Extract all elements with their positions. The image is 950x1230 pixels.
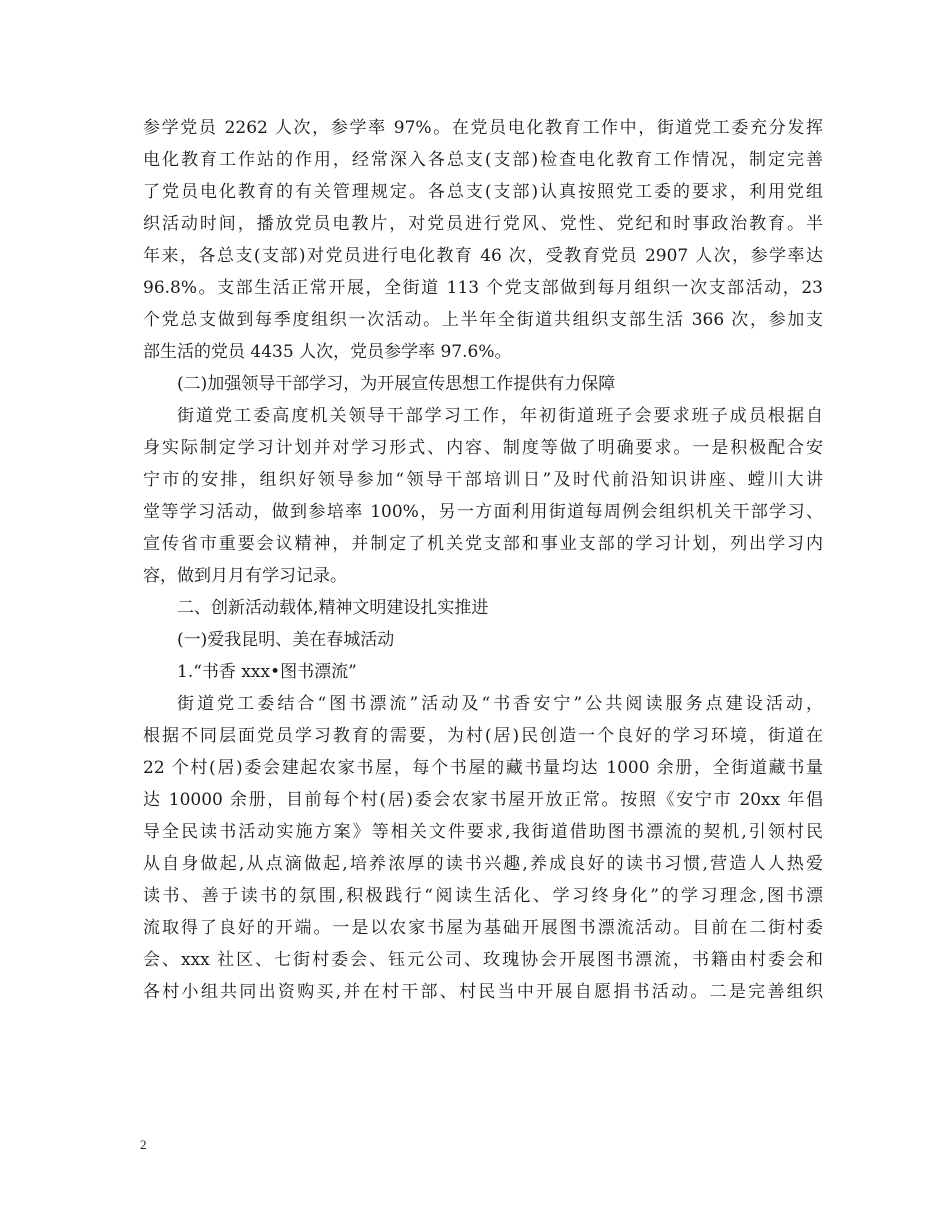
text-line: 读书、善于读书的氛围,积极践行“阅读生活化、学习终身化”的学习理念,图书漂 [143,886,823,906]
text-line: 宣传省市重要会议精神，并制定了机关党支部和事业支部的学习计划，列出学习内 [143,534,823,554]
text-line: 流取得了良好的开端。一是以农家书屋为基础开展图书漂流活动。目前在二街村委 [143,918,823,938]
text-line: 身实际制定学习计划并对学习形式、内容、制度等做了明确要求。一是积极配合安 [143,438,823,458]
text-line: (一)爱我昆明、美在春城活动 [177,630,395,650]
section-heading [143,592,823,624]
text-line: 22 个村(居)委会建起农家书屋，每个书屋的藏书量均达 1000 余册，全街道藏书量 [143,758,823,778]
text-line: 年来，各总支(支部)对党员进行电化教育 46 次，受教育党员 2907 人次，参学率达 [143,246,823,266]
text-line: 1.“书香 xxx•图书漂流” [177,662,357,682]
text-line: 会、xxx 社区、七街村委会、钰元公司、玫瑰协会开展图书漂流，书籍由村委会和 [143,950,823,970]
text-line: 街道党工委高度机关领导干部学习工作，年初街道班子会要求班子成员根据自 [177,406,823,426]
section-heading [143,368,823,400]
text-line: 96.8%。支部生活正常开展，全街道 113 个党支部做到每月组织一次支部活动，23 [143,278,823,298]
text-line: 根据不同层面党员学习教育的需要，为村(居)民创造一个良好的学习环境，街道在 [143,726,823,746]
text-line: 部生活的党员 4435 人次，党员参学率 97.6%。 [143,342,512,362]
text-line: 宁市的安排，组织好领导参加“领导干部培训日”及时代前沿知识讲座、螳川大讲 [143,470,823,490]
text-line: 参学党员 2262 人次，参学率 97%。在党员电化教育工作中，街道党工委充分发挥 [143,118,823,138]
text-line: 个党总支做到每季度组织一次活动。上半年全街道共组织支部生活 366 次，参加支 [143,310,823,330]
text-line: 导全民读书活动实施方案》等相关文件要求,我街道借助图书漂流的契机,引领村民 [143,822,823,842]
text-line: 从自身做起,从点滴做起,培养浓厚的读书兴趣,养成良好的读书习惯,营造人人热爱 [143,854,823,874]
text-line: 堂等学习活动，做到参培率 100%，另一方面利用街道每周例会组织机关干部学习、 [143,502,823,522]
section-heading [143,656,823,688]
text-line: (二)加强领导干部学习，为开展宣传思想工作提供有力保障 [177,374,616,394]
document-body [143,112,823,1008]
text-line: 各村小组共同出资购买,并在村干部、村民当中开展自愿捐书活动。二是完善组织 [143,982,823,1002]
text-line: 街道党工委结合“图书漂流”活动及“书香安宁”公共阅读服务点建设活动， [177,694,823,714]
paragraph [143,400,823,592]
text-line: 二、创新活动载体,精神文明建设扎实推进 [177,598,489,618]
paragraph [143,112,823,368]
section-heading [143,624,823,656]
text-line: 织活动时间，播放党员电教片，对党员进行党风、党性、党纪和时事政治教育。半 [143,214,823,234]
text-line: 电化教育工作站的作用，经常深入各总支(支部)检查电化教育工作情况，制定完善 [143,150,823,170]
text-line: 容，做到月月有学习记录。 [143,566,347,586]
text-line: 了党员电化教育的有关管理规定。各总支(支部)认真按照党工委的要求，利用党组 [143,182,823,202]
paragraph [143,688,823,1008]
page-number: 2 [140,1137,147,1152]
text-line: 达 10000 余册，目前每个村(居)委会农家书屋开放正常。按照《安宁市 20xx 年倡 [143,790,823,810]
